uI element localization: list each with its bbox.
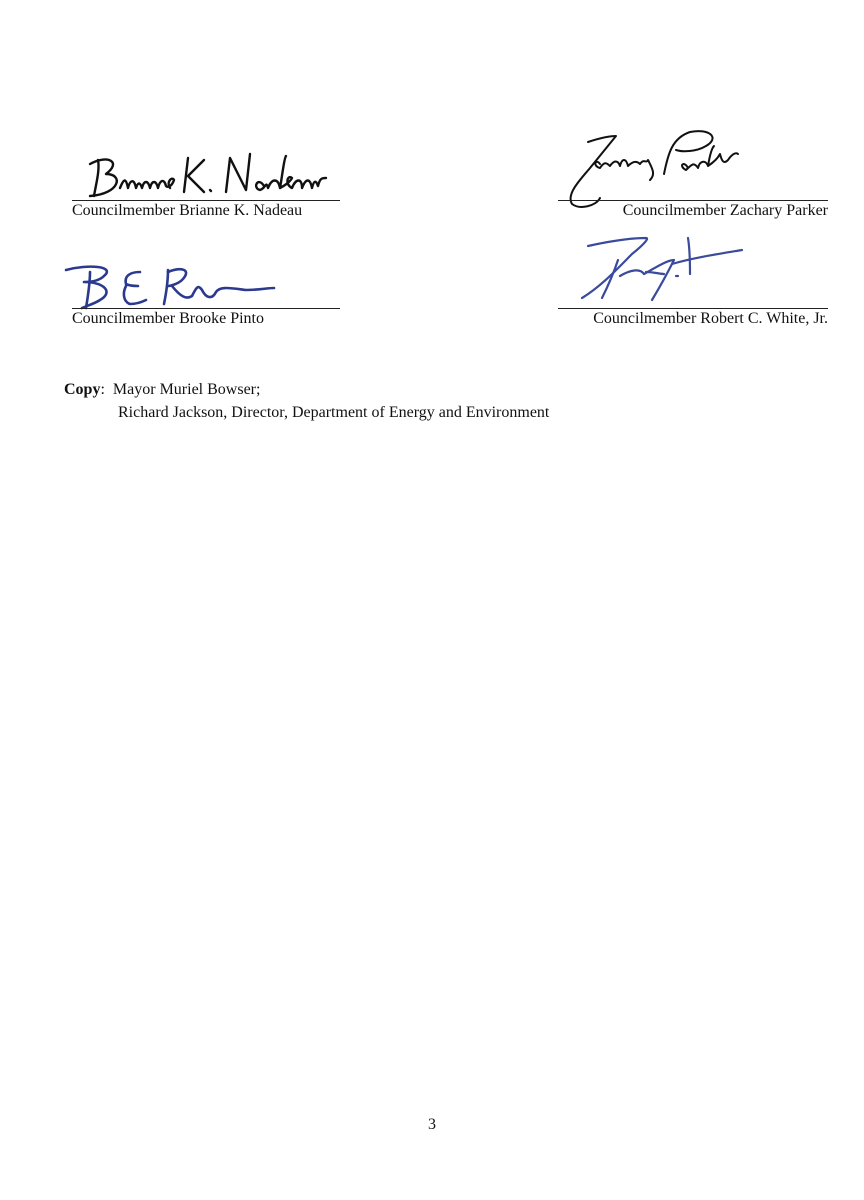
signature-block-white	[558, 248, 828, 328]
signature-block-parker	[558, 140, 828, 220]
signature-line	[558, 200, 828, 201]
copy-label: Copy	[64, 381, 101, 398]
copy-recipient-2: Richard Jackson, Director, Department of Energy and Environment	[118, 404, 550, 421]
handwritten-signature-nadeau	[80, 148, 360, 208]
councilmember-name-nadeau: Councilmember Brianne K. Nadeau	[72, 202, 303, 219]
copy-recipients	[64, 378, 549, 424]
signature-block-pinto	[72, 248, 340, 328]
copy-separator: :	[100, 381, 105, 398]
handwritten-signature-white	[562, 232, 762, 312]
signature-line	[72, 308, 340, 309]
copy-recipient-1: Mayor Muriel Bowser;	[112, 381, 261, 398]
copy-row-first	[64, 378, 549, 401]
signature-block-nadeau	[72, 140, 340, 220]
councilmember-name-parker: Councilmember Zachary Parker	[622, 202, 828, 219]
handwritten-signature-pinto	[64, 256, 304, 316]
copy-row-second	[64, 401, 549, 424]
signature-line	[72, 200, 340, 201]
councilmember-name-pinto: Councilmember Brooke Pinto	[72, 310, 264, 327]
councilmember-name-white: Councilmember Robert C. White, Jr.	[593, 310, 828, 327]
signature-line	[558, 308, 828, 309]
page-number: 3	[428, 1116, 436, 1133]
